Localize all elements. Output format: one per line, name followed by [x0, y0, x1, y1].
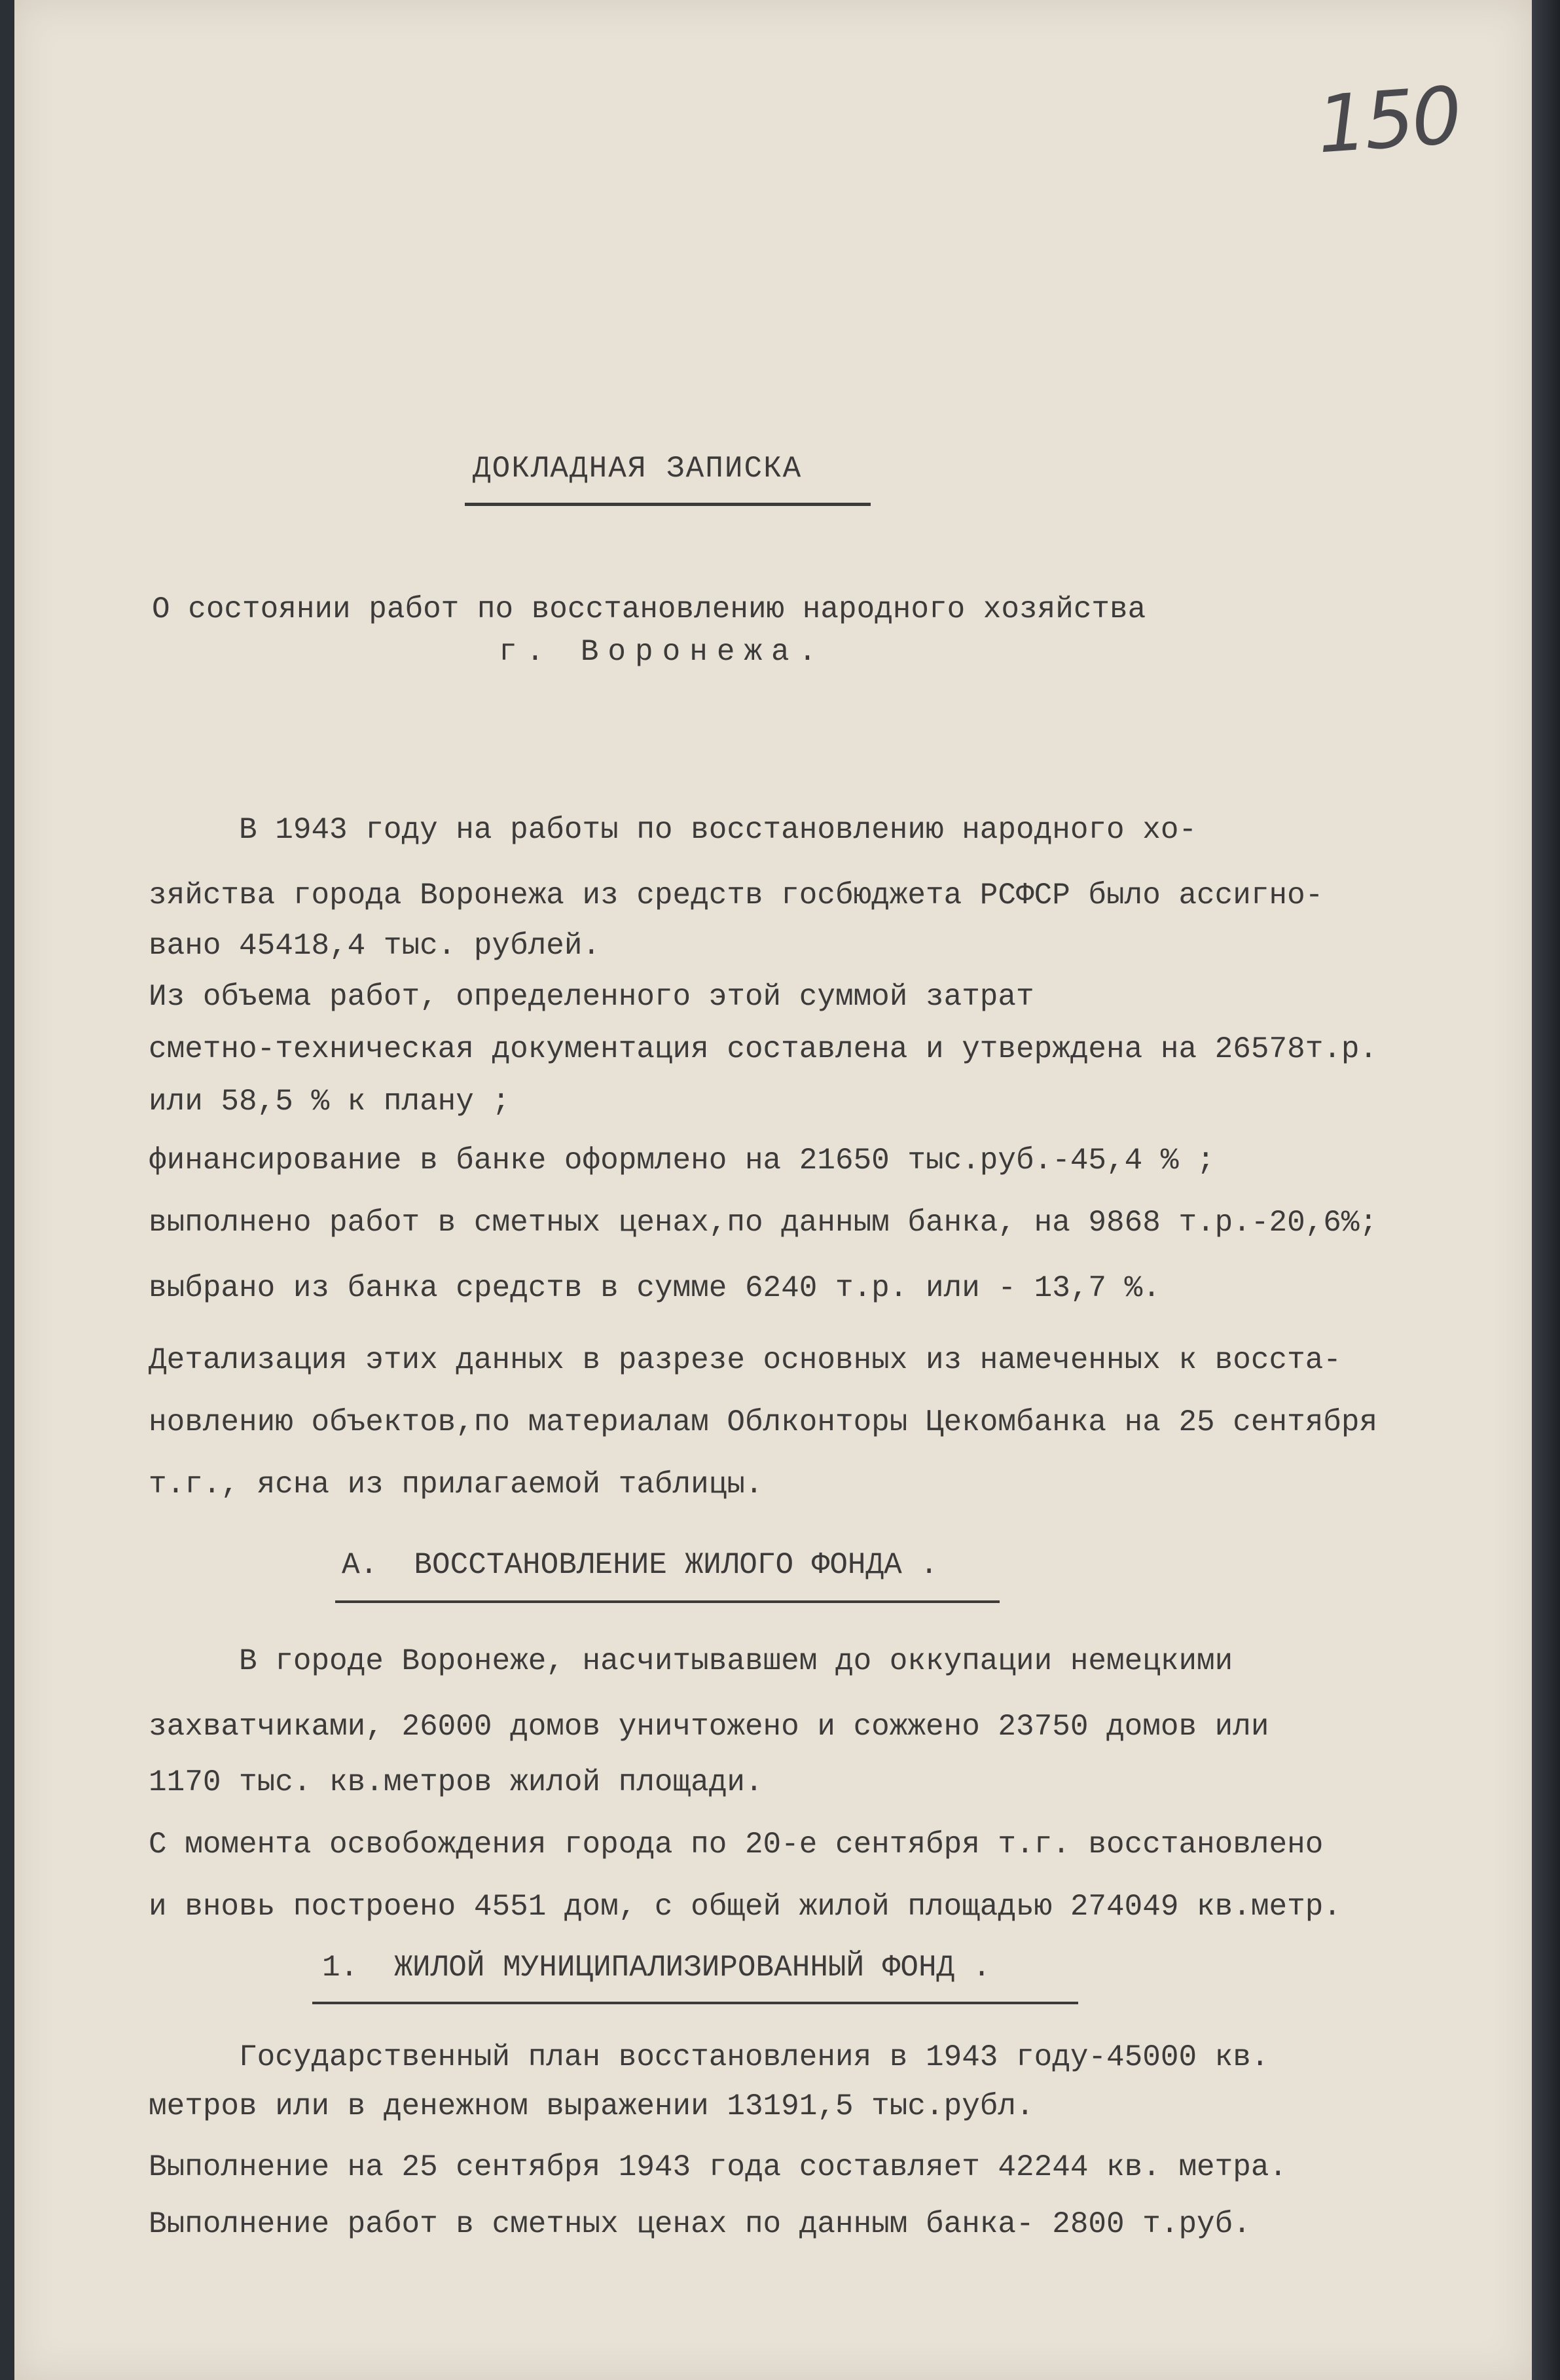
text-line: захватчиками, 26000 домов уничтожено и сожжено 23750 домов или — [149, 1710, 1269, 1744]
text-line: сметно-техническая документация составлена и утверждена на 26578т.р. — [149, 1032, 1378, 1066]
text-line: Выполнение работ в сметных ценах по данным банка- 2800 т.руб. — [149, 2207, 1251, 2241]
text-line: финансирование в банке оформлено на 21650 тыс.руб.-45,4 % ; — [149, 1144, 1215, 1178]
text-line: или 58,5 % к плану ; — [149, 1085, 511, 1119]
subtitle-line-1: О состоянии работ по восстановлению народного хозяйства — [152, 592, 1146, 626]
text-line: В городе Воронеже, насчитывавшем до оккупации немецкими — [149, 1644, 1233, 1678]
document-page — [14, 0, 1532, 2380]
text-line: вано 45418,4 тыс. рублей. — [149, 929, 601, 963]
text-line: новлению объектов,по материалам Облконторы Цекомбанка на 25 сентября — [149, 1405, 1378, 1439]
text-line: метров или в денежном выражении 13191,5 тыс.рубл. — [149, 2089, 1034, 2123]
text-line: 1170 тыс. кв.метров жилой площади. — [149, 1765, 763, 1799]
section-a-underline — [335, 1600, 1000, 1603]
text-line: Выполнение на 25 сентября 1943 года составляет 42244 кв. метра. — [149, 2150, 1288, 2184]
document-title: ДОКЛАДНАЯ ЗАПИСКА — [473, 452, 803, 486]
folio-number: 150 — [1314, 70, 1462, 171]
text-line: выбрано из банка средств в сумме 6240 т.р. или - 13,7 %. — [149, 1271, 1161, 1305]
title-underline — [465, 503, 871, 506]
scan-edge — [1532, 0, 1560, 2380]
text-line: В 1943 году на работы по восстановлению народного хо- — [149, 813, 1197, 847]
text-line: т.г., ясна из прилагаемой таблицы. — [149, 1468, 763, 1502]
section-1-heading: 1. ЖИЛОЙ МУНИЦИПАЛИЗИРОВАННЫЙ ФОНД . — [322, 1951, 991, 1985]
text-line: выполнено работ в сметных ценах,по данным банка, на 9868 т.р.-20,6%; — [149, 1206, 1378, 1240]
text-line: Из объема работ, определенного этой суммой затрат — [149, 980, 1034, 1014]
text-line: Детализация этих данных в разрезе основных из намеченных к восста- — [149, 1343, 1341, 1377]
text-line: С момента освобождения города по 20-е сентября т.г. восстановлено — [149, 1828, 1324, 1862]
text-line: и вновь построено 4551 дом, с общей жилой площадью 274049 кв.метр. — [149, 1890, 1341, 1924]
text-line: зяйства города Воронежа из средств госбюджета РСФСР было ассигно- — [149, 878, 1324, 912]
section-a-heading: А. ВОССТАНОВЛЕНИЕ ЖИЛОГО ФОНДА . — [342, 1548, 938, 1582]
subtitle-line-2: г. Воронежа. — [499, 635, 826, 669]
section-1-underline — [312, 2002, 1078, 2004]
text-line: Государственный план восстановления в 1943 году-45000 кв. — [149, 2040, 1269, 2074]
